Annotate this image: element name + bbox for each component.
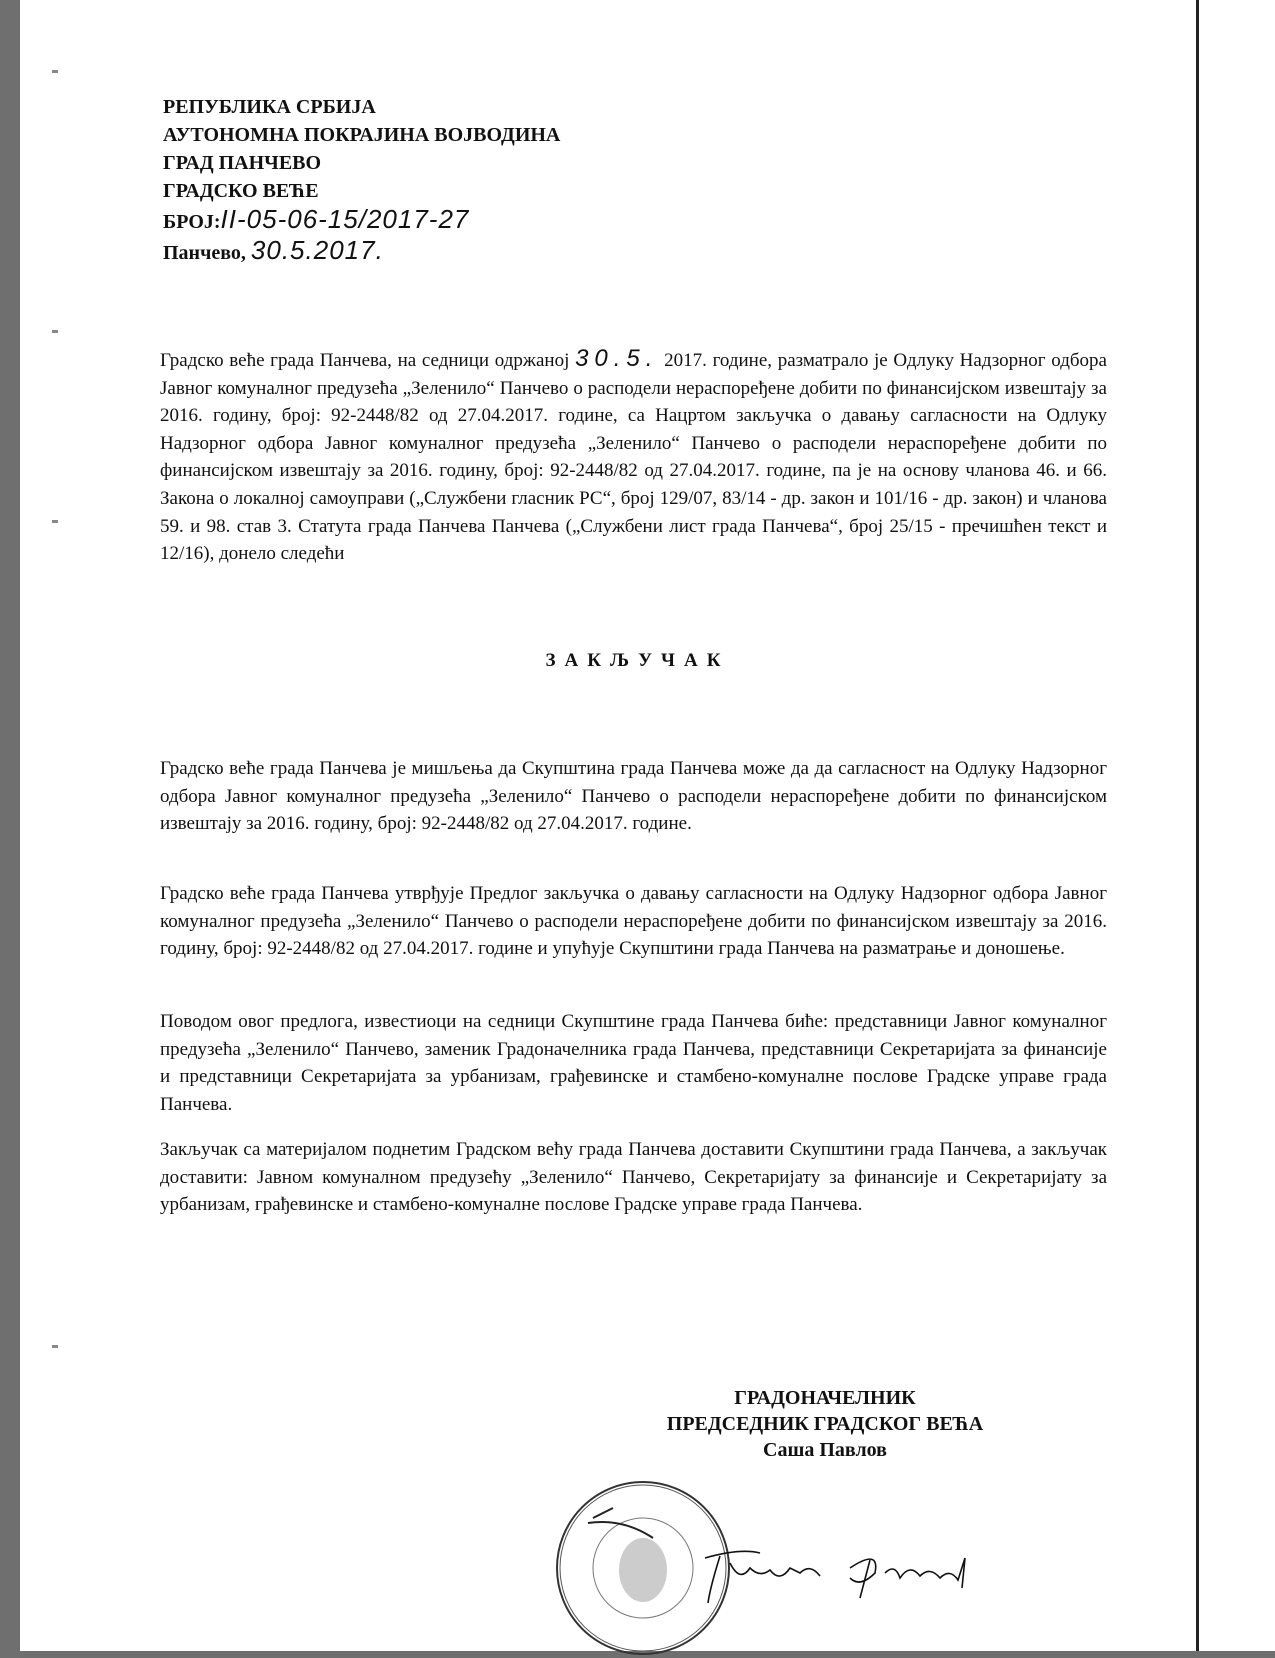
- letterhead-line: АУТОНОМНА ПОКРАЈИНА ВОЈВОДИНА: [163, 124, 561, 146]
- scan-mark: [52, 1345, 58, 1348]
- document-date: [163, 236, 560, 267]
- number-label: БРОЈ:: [163, 211, 221, 233]
- date-handwritten: 30.5.2017.: [250, 235, 384, 265]
- letterhead-line: ГРАД ПАНЧЕВО: [163, 152, 322, 174]
- intro-text: Градско веће града Панчева, на седници одржаној: [160, 350, 570, 371]
- intro-text: 2017. године, разматрало је Одлуку Надзорног одбора Јавног комуналног предузећа „Зеленило“ Панчево о расподели нераспоређене добити по финансијском извештају за 2016. годину, број: 92-2448/82 од 27.04.2017. године, са Нацртом закључка о давању сагласности на Одлуку Надзорног одбора Јавног комуналног предузећа „Зеленило“ Панчево о расподели нераспоређене добити по финансијском извештају за 2016. годину, број: 92-2448/82 од 27.04.2017. године, па је на основу чланова 46. и 66. Закона о локалној самоуправи („Службени гласник РС“, број 129/07, 83/14 - др. закон и 101/16 - др. закон) и чланова 59. и 98. став 3. Статута града Панчева Панчева („Службени лист града Панчева“, број 25/15 - пречишћен текст и 12/16), донело следећи: [160, 350, 1107, 565]
- signatory-title: ПРЕДСЕДНИК ГРАДСКОГ ВЕЋА: [666, 1413, 984, 1435]
- paragraph: Градско веће града Панчева утврђује Предлог закључка о давању сагласности на Одлуку Надзорног одбора Јавног комуналног предузећа „Зеленило“ Панчево о расподели нераспоређене добити по финансијском извештају за 2016. годину, број: 92-2448/82 од 27.04.2017. године и упућује Скупштини града Панчева на разматрање и доношење.: [160, 883, 1107, 960]
- intro-paragraph: [160, 345, 1107, 568]
- handwritten-signature: [700, 1548, 980, 1608]
- scan-mark: [52, 330, 58, 333]
- session-date-handwritten: 30.5.: [575, 345, 659, 372]
- paragraph: Градско веће града Панчева је мишљења да Скупштина града Панчева може да да сагласност на Одлуку Надзорног одбора Јавног комуналног предузећа „Зеленило“ Панчево о расподели нераспоређене добити по финансијском извештају за 2016. годину, број: 92-2448/82 од 27.04.2017. године.: [160, 758, 1107, 835]
- place-label: Панчево,: [163, 242, 246, 264]
- signatory-title: ГРАДОНАЧЕЛНИК: [734, 1387, 916, 1409]
- paragraph: Поводом овог предлога, известиоци на седници Скупштине града Панчева биће: представници Јавног комуналног предузећа „Зеленило“ Панчево, заменик Градоначелника града Панчева, представници Секретаријата за финансије и представници Секретаријата за урбанизам, грађевинске и стамбено-комуналне послове Градске управе града Панчева.: [160, 1011, 1107, 1115]
- coat-of-arms-icon: [619, 1538, 667, 1602]
- letterhead-line: РЕПУБЛИКА СРБИЈА: [163, 96, 376, 118]
- letterhead-line: ГРАДСКО ВЕЋЕ: [163, 180, 319, 202]
- number-value-handwritten: II-05-06-15/2017-27: [220, 204, 470, 234]
- document-number: [163, 205, 560, 236]
- letterhead: [163, 93, 560, 267]
- signature-block: [640, 1385, 1010, 1463]
- signatory-name: Саша Павлов: [763, 1439, 887, 1461]
- document-title: ЗАКЉУЧАК: [545, 650, 730, 671]
- scan-mark: [52, 520, 58, 523]
- paragraph: Закључак са материјалом поднетим Градском већу града Панчева доставити Скупштини града Панчева, а закључак доставити: Јавном комуналном предузећу „Зеленило“ Панчево, Секретаријату за финансије и Секретаријату за урбанизам, грађевинске и стамбено-комуналне послове Градске управе града Панчева.: [160, 1139, 1107, 1216]
- scan-edge: [1196, 0, 1275, 1651]
- scan-mark: [52, 70, 58, 73]
